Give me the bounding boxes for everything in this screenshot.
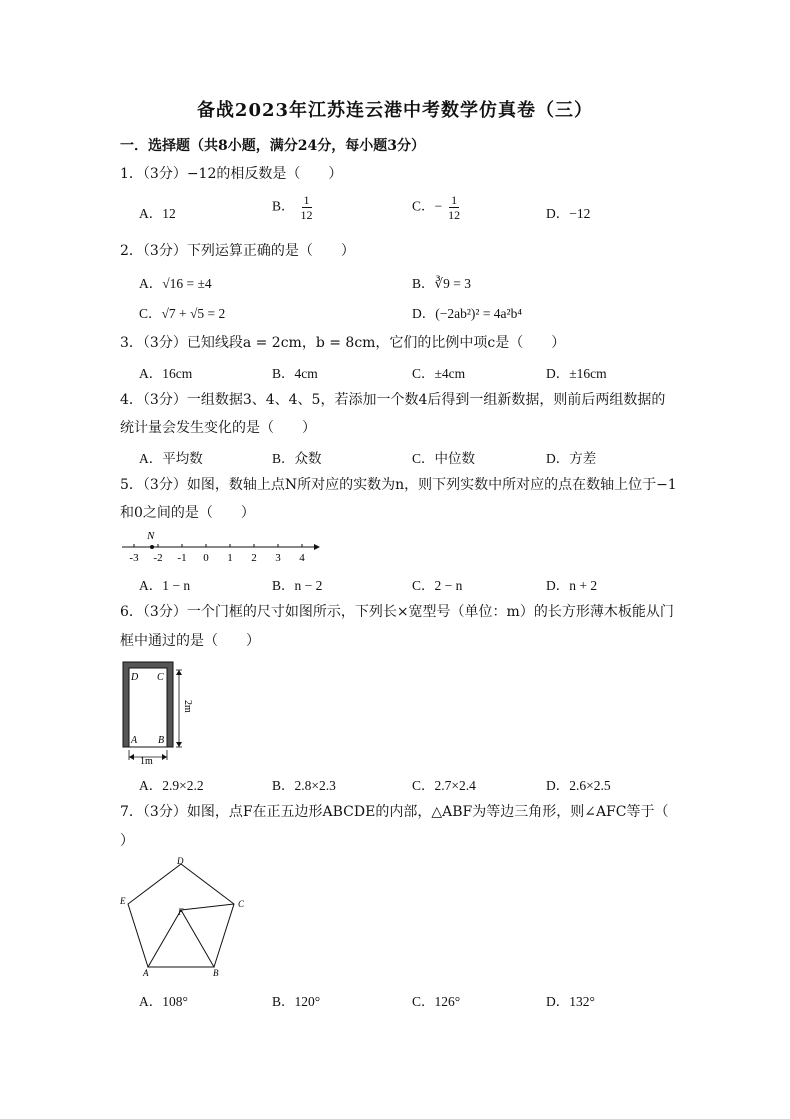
fig-label-f: F [178,907,184,917]
fig-label-b: B [158,735,165,746]
q5-option-a: A．1 − n [139,578,191,593]
q1-option-d: D．−12 [546,206,591,221]
q6-option-a: A．2.9×2.2 [139,778,204,793]
q5-option-d: D．n + 2 [546,578,598,593]
q6-option-b: B．2.8×2.3 [272,778,336,793]
fig-label-c: C [238,899,245,909]
question-4-stem-line-2: 统计量会发生变化的是（ ） [120,420,316,436]
q3-option-c: C．±4cm [412,366,466,381]
fraction-numerator: 1 [451,193,458,207]
height-label: 2m [182,700,193,713]
q7-option-a: A．108° [139,994,188,1009]
q7-option-b: B．120° [272,994,321,1009]
q1-option-a: A．12 [139,206,176,221]
number-line-tick-label: 4 [299,552,305,564]
q2-option-a: A．√16 = ±4 [139,276,212,291]
q2-option-b: B．∛9 = 3 [412,276,471,291]
q4-option-a: A．平均数 [139,451,203,466]
width-arrow-left [129,754,134,760]
fig-label-a: A [143,968,149,978]
equilateral-triangle-abf [148,910,214,967]
number-line-tick-label: -2 [153,552,163,564]
question-7-stem-line-1: 7．（3分）如图，点F在正五边形ABCDE的内部，△ABF为等边三角形，则∠AFC等于（ [120,804,669,820]
pentagon-figure [116,852,256,982]
point-n-label: N [147,530,155,542]
q4-option-b: B．众数 [272,451,322,466]
q1-option-c-label: C．− [412,198,443,214]
q3-option-b: B．4cm [272,366,318,381]
point-n-marker [150,545,154,549]
q1-option-c [412,193,462,222]
question-5-stem-line-2: 和0之间的是（ ） [120,505,255,521]
fig-label-d: D [131,672,139,683]
fraction-denominator: 12 [300,208,313,222]
q2-option-c: C．√7 + √5 = 2 [139,306,226,321]
number-line-tick-label: -1 [177,552,187,564]
section-heading: 一．选择题（共8小题，满分24分，每小题3分） [120,138,425,154]
q5-option-c: C．2 − n [412,578,463,593]
q4-option-c: C．中位数 [412,451,476,466]
width-label: 1m [140,756,153,766]
q6-option-c: C．2.7×2.4 [412,778,476,793]
q1-option-c-fraction [446,193,462,222]
segment-fc [181,904,234,910]
number-line-tick-label: -3 [129,552,139,564]
question-1-stem: 1．（3分）−12的相反数是（ ） [120,166,343,182]
question-4-stem-line-1: 4．（3分）一组数据3、4、4、5，若添加一个数4后得到一组新数据，则前后两组数据的 [120,392,666,408]
question-5-stem-line-1: 5．（3分）如图，数轴上点N所对应的实数为n，则下列实数中所对应的点在数轴上位于−1 [120,477,677,493]
width-arrow-right [162,754,167,760]
question-6-stem-line-2: 框中通过的是（ ） [120,633,260,649]
page-title: 备战2023年江苏连云港中考数学仿真卷（三） [196,100,594,121]
fig-label-d: D [177,856,184,866]
fig-label-c: C [157,672,164,683]
q1-option-b-fraction [299,193,315,222]
number-line-arrow [314,544,320,550]
q1-option-b [272,193,315,222]
height-arrow-down [176,742,182,747]
q1-option-b-label: B． [272,198,295,214]
q5-option-b: B．n − 2 [272,578,323,593]
height-arrow-up [176,670,182,675]
number-line-tick-label: 3 [275,552,281,564]
q2-option-d: D．(−2ab²)² = 4a²b⁴ [412,306,523,321]
number-line-tick-label: 0 [203,552,209,564]
number-line-tick-label: 2 [251,552,257,564]
question-2-stem: 2．（3分）下列运算正确的是（ ） [120,243,355,259]
fig-label-e: E [120,896,126,906]
question-3-stem: 3．（3分）已知线段a = 2cm，b = 8cm，它们的比例中项c是（ ） [120,335,566,351]
number-line-figure [118,528,323,568]
fig-label-b: B [213,968,219,978]
door-frame-figure [118,658,198,766]
q7-option-d: D．132° [546,994,595,1009]
number-line-tick-label: 1 [227,552,233,564]
q6-option-d: D．2.6×2.5 [546,778,611,793]
question-7-stem-line-2: ） [120,833,134,849]
q7-option-c: C．126° [412,994,461,1009]
fraction-denominator: 12 [448,208,461,222]
q3-option-d: D．±16cm [546,366,607,381]
q3-option-a: A．16cm [139,366,193,381]
fig-label-a: A [131,735,138,746]
question-6-stem-line-1: 6．（3分）一个门框的尺寸如图所示，下列长×宽型号（单位：m）的长方形薄木板能从门 [120,604,674,620]
fraction-numerator: 1 [303,193,310,207]
q4-option-d: D．方差 [546,451,597,466]
